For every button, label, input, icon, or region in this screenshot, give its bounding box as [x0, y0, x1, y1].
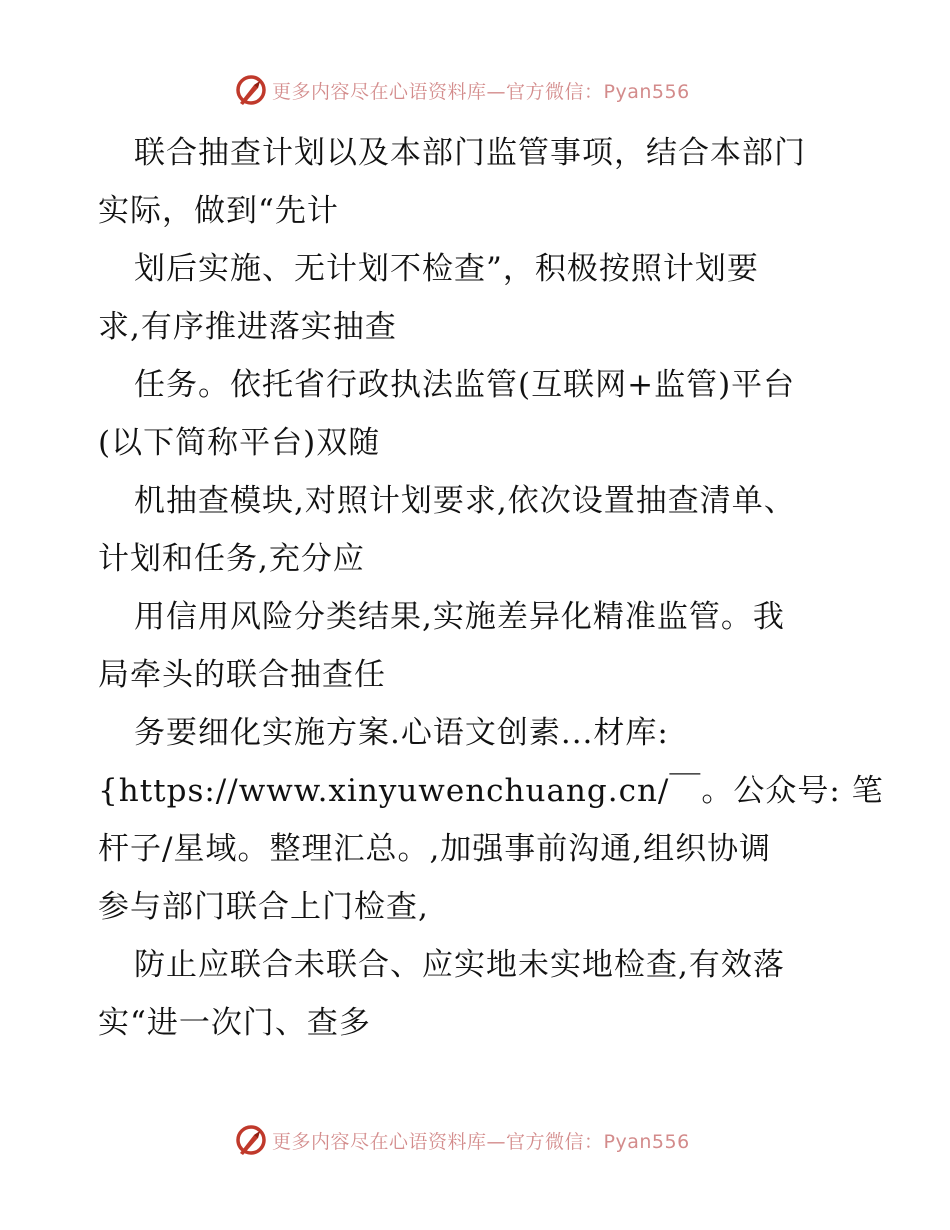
pen-nib-logo-icon — [234, 73, 268, 107]
line: 防止应联合未联合、应实地未实地检查,有效落 — [134, 947, 785, 983]
paragraph-2 — [98, 240, 858, 356]
line: (以下简称平台)双随 — [98, 425, 381, 461]
line: 计划和任务,充分应 — [98, 541, 365, 577]
header-banner — [234, 72, 690, 108]
paragraph-5 — [98, 588, 858, 704]
footer-banner — [234, 1122, 690, 1158]
line: 划后实施、无计划不检查”，积极按照计划要 — [134, 251, 759, 287]
line: 用信用风险分类结果,实施差异化精准监管。我 — [134, 599, 785, 635]
line: 局牵头的联合抽查任 — [98, 657, 386, 693]
paragraph-1 — [98, 124, 858, 240]
paragraph-4 — [98, 472, 858, 588]
line: 联合抽查计划以及本部门监管事项，结合本部门 — [134, 135, 806, 171]
document-body — [98, 124, 884, 1052]
paragraph-3 — [98, 356, 858, 472]
line: 任务。依托省行政执法监管(互联网+监管)平台 — [134, 367, 796, 403]
line: 实“进一次门、查多 — [98, 1005, 371, 1041]
header-banner-text: 更多内容尽在心语资料库—官方微信：Pyan556 — [272, 80, 690, 103]
pen-nib-logo-icon — [234, 1123, 268, 1157]
paragraph-7 — [98, 936, 858, 1052]
paragraph-6 — [98, 704, 884, 936]
line: 求,有序推进落实抽查 — [98, 309, 397, 345]
line: 实际，做到“先计 — [98, 193, 339, 229]
line: {https://www.xinyuwenchuang.cn/￣。公众号: 笔 — [98, 773, 884, 809]
line: 杆子/星域。整理汇总。,加强事前沟通,组织协调 — [98, 831, 772, 867]
line: 机抽查模块,对照计划要求,依次设置抽查清单、 — [134, 483, 796, 519]
line: 参与部门联合上门检查, — [98, 889, 429, 925]
line: 务要细化实施方案.心语文创素...材库: — [134, 715, 669, 751]
footer-banner-text: 更多内容尽在心语资料库—官方微信：Pyan556 — [272, 1130, 690, 1153]
